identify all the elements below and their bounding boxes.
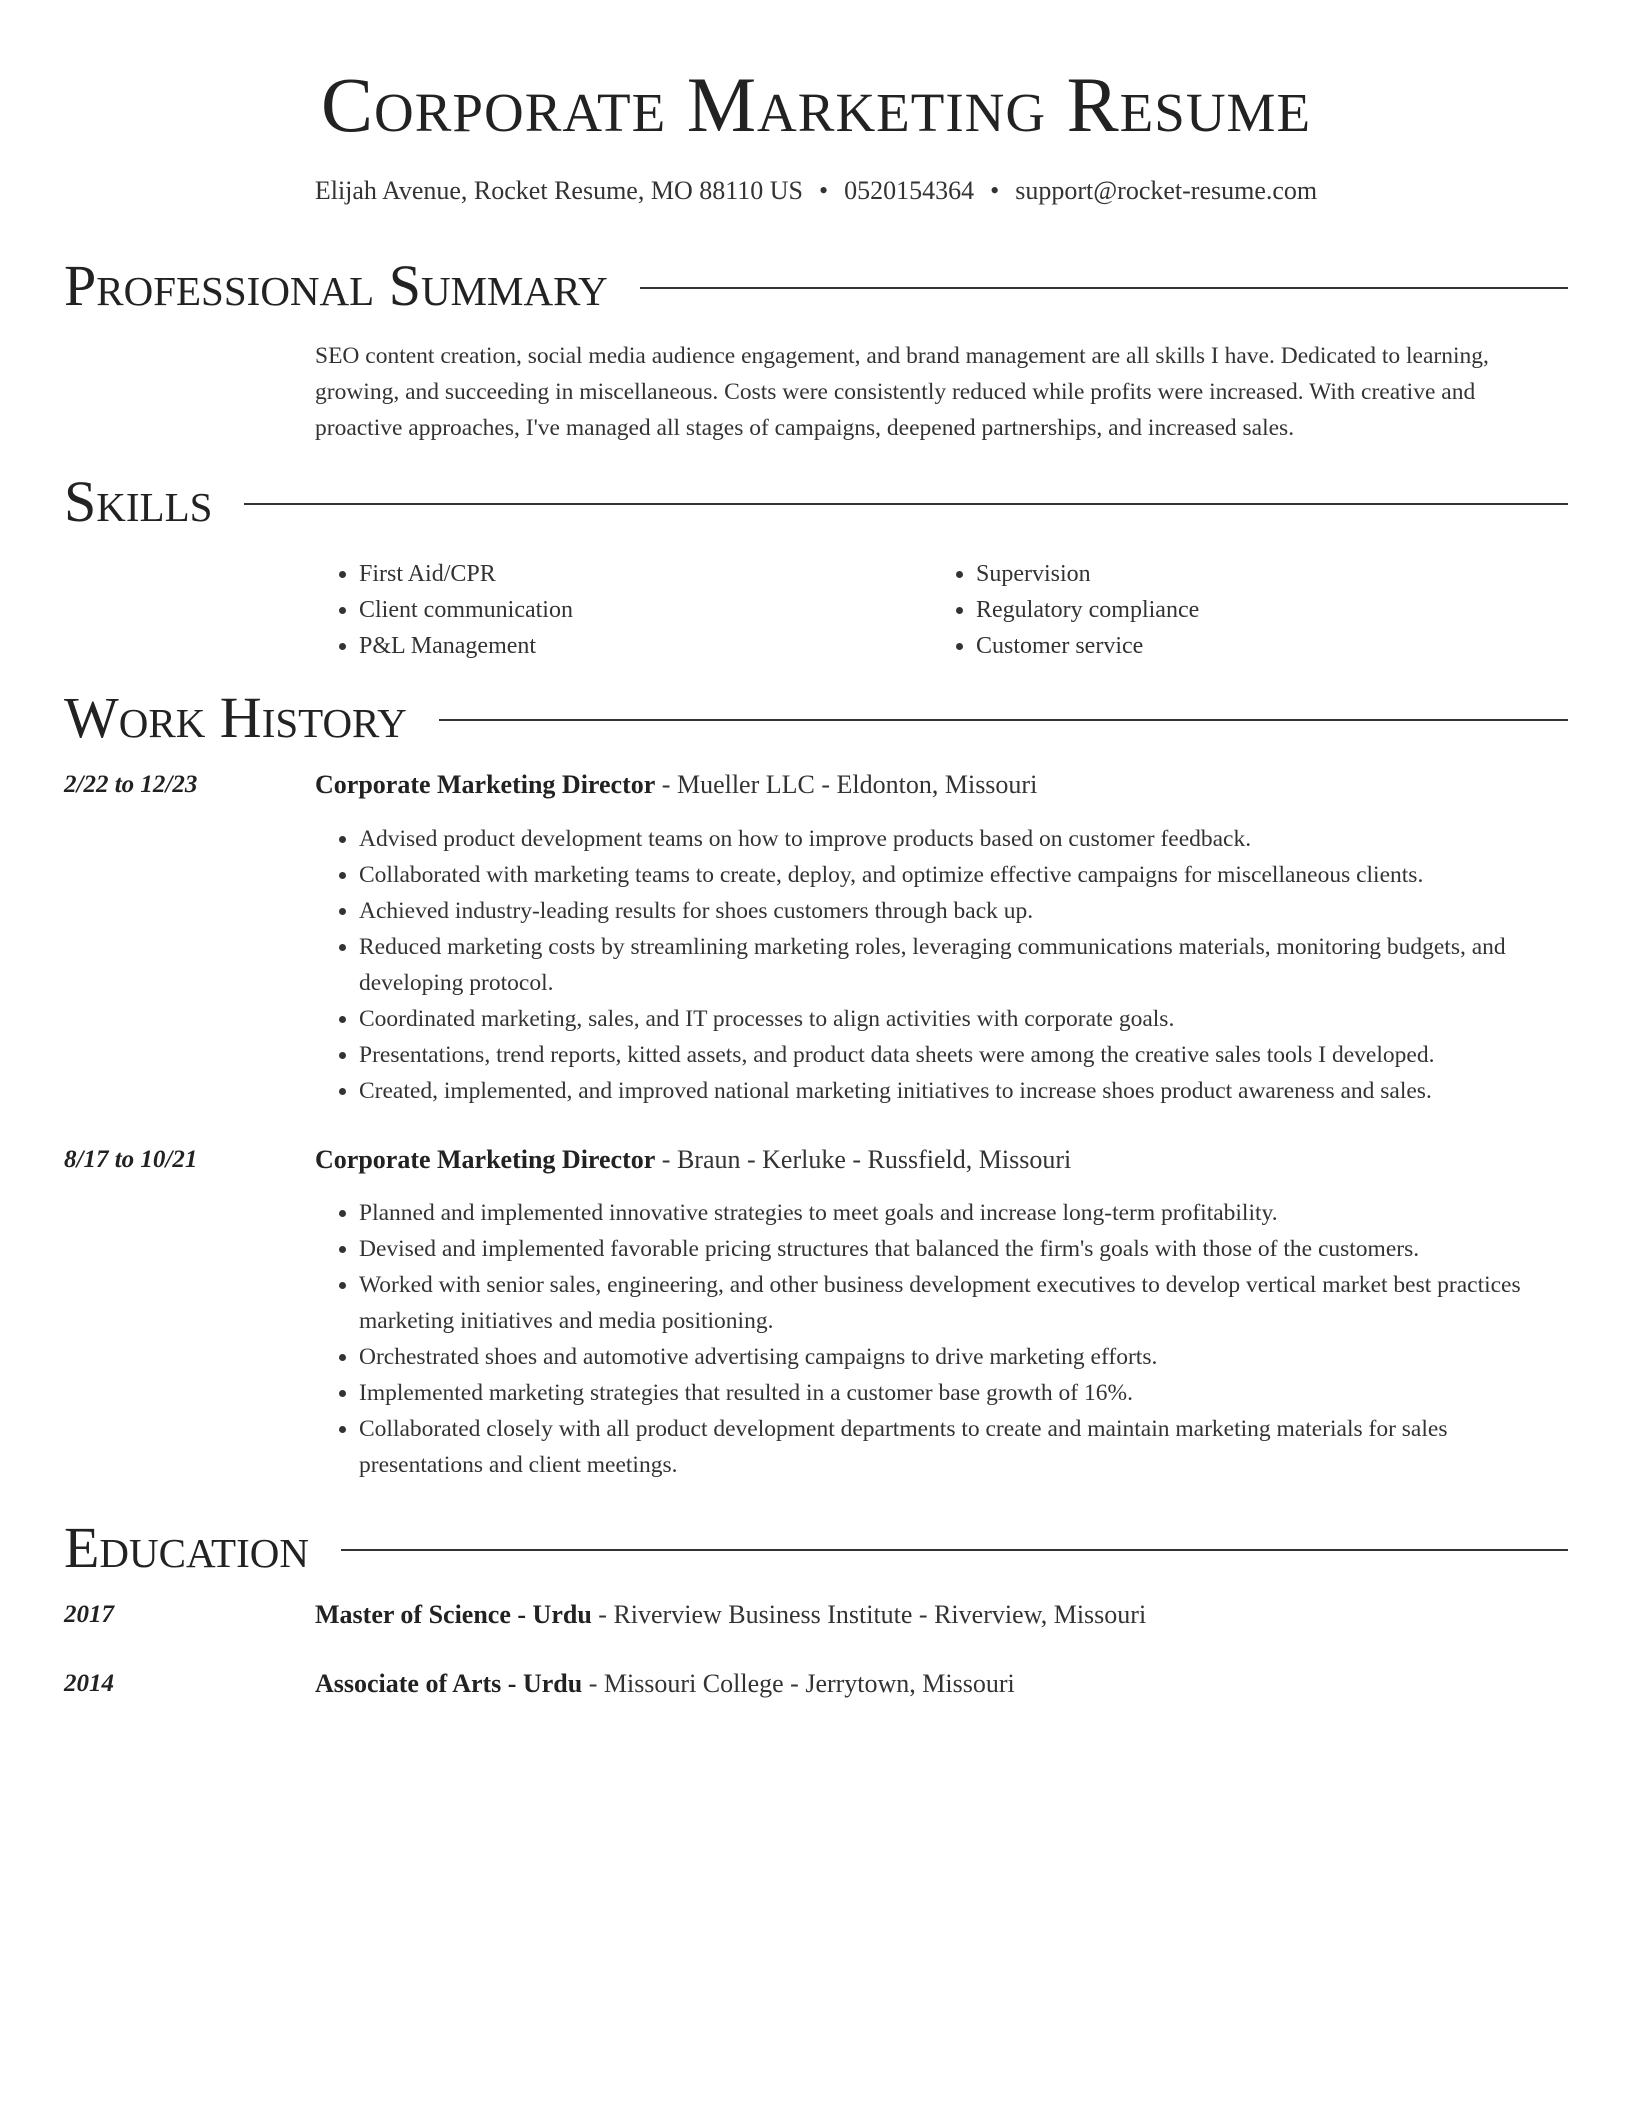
skill-item: • Client communication — [359, 592, 932, 628]
job-bullet: • Achieved industry-leading results for shoes customers through back up. — [359, 893, 1568, 929]
job-bullet: • Reduced marketing costs by streamlining marketing roles, leveraging communications materials, monitoring budgets, and developing protocol. — [359, 929, 1568, 1001]
section-heading: Work History — [64, 685, 407, 750]
skill-item: • Regulatory compliance — [976, 592, 1549, 628]
job-bullet: • Presentations, trend reports, kitted assets, and product data sheets were among the creative sales tools I developed. — [359, 1037, 1568, 1073]
contact-separator: • — [990, 176, 1000, 205]
contact-email: support@rocket-resume.com — [1015, 176, 1318, 205]
education-year: 2014 — [64, 1670, 114, 1697]
education-entry — [64, 1666, 1568, 1702]
job-heading — [315, 1142, 1071, 1178]
section-divider — [341, 1549, 1568, 1551]
education-degree: Master of Science - Urdu — [315, 1600, 592, 1629]
section-divider — [439, 719, 1568, 721]
education-entry — [64, 1597, 1568, 1633]
job-title: Corporate Marketing Director — [315, 770, 656, 799]
skill-item: • Supervision — [976, 556, 1549, 592]
job-employer: - Mueller LLC - Eldonton, Missouri — [655, 770, 1038, 799]
job-bullet: • Worked with senior sales, engineering, and other business development executives to develop vertical market best practices marketing initiatives and media positioning. — [359, 1267, 1568, 1339]
job-dates: 2/22 to 12/23 — [64, 771, 198, 798]
job-bullet: • Planned and implemented innovative strategies to meet goals and increase long-term profitability. — [359, 1195, 1568, 1231]
job-employer: - Braun - Kerluke - Russfield, Missouri — [655, 1145, 1072, 1174]
section-work-history — [64, 686, 1568, 750]
job-bullet: • Collaborated closely with all product development departments to create and maintain marketing materials for sales presentations and client meetings. — [359, 1411, 1568, 1483]
job-bullets — [315, 821, 1568, 1109]
section-professional-summary — [64, 254, 1568, 318]
job-bullet: • Devised and implemented favorable pricing structures that balanced the firm's goals with those of the customers. — [359, 1231, 1568, 1267]
section-skills — [64, 470, 1568, 534]
section-divider — [640, 287, 1568, 289]
contact-separator: • — [819, 176, 829, 205]
skill-item: • Customer service — [976, 628, 1549, 664]
section-heading: Skills — [64, 469, 213, 534]
education-heading — [315, 1666, 1015, 1702]
job-bullet: • Collaborated with marketing teams to create, deploy, and optimize effective campaigns for miscellaneous clients. — [359, 857, 1568, 893]
section-divider — [244, 503, 1568, 505]
education-degree: Associate of Arts - Urdu — [315, 1669, 583, 1698]
job-dates: 8/17 to 10/21 — [64, 1146, 198, 1173]
skill-item: • P&L Management — [359, 628, 932, 664]
summary-text: SEO content creation, social media audience engagement, and brand management are all skills I have. Dedicated to learning, growing, and succeeding in miscellaneous. Costs were consistently reduced while profits were increased. With creative and proactive approaches, I've managed all stages of campaigns, deepened partnerships, and increased sales. — [315, 343, 1489, 441]
education-school: - Riverview Business Institute - Riverview, Missouri — [591, 1600, 1147, 1629]
skills-list — [315, 556, 1568, 664]
job-bullet: • Advised product development teams on how to improve products based on customer feedback. — [359, 821, 1568, 857]
job-title: Corporate Marketing Director — [315, 1145, 656, 1174]
education-year: 2017 — [64, 1601, 114, 1628]
contact-line — [64, 173, 1568, 209]
skills-column-left — [315, 556, 932, 664]
resume-title: Corporate Marketing Resume — [320, 61, 1312, 148]
section-heading: Education — [64, 1515, 309, 1580]
contact-phone: 0520154364 — [844, 176, 975, 205]
skill-item: • First Aid/CPR — [359, 556, 932, 592]
job-bullet: • Coordinated marketing, sales, and IT processes to align activities with corporate goals. — [359, 1001, 1568, 1037]
job-heading — [315, 767, 1037, 803]
section-heading: Professional Summary — [64, 253, 608, 318]
job-bullet: • Orchestrated shoes and automotive advertising campaigns to drive marketing efforts. — [359, 1339, 1568, 1375]
job-bullets — [315, 1195, 1568, 1483]
education-school: - Missouri College - Jerrytown, Missouri — [582, 1669, 1015, 1698]
section-education — [64, 1516, 1568, 1580]
contact-address: Elijah Avenue, Rocket Resume, MO 88110 US — [314, 176, 804, 205]
education-heading — [315, 1597, 1146, 1633]
job-bullet: • Implemented marketing strategies that resulted in a customer base growth of 16%. — [359, 1375, 1568, 1411]
job-bullet: • Created, implemented, and improved national marketing initiatives to increase shoes product awareness and sales. — [359, 1073, 1568, 1109]
skills-column-right — [932, 556, 1549, 664]
